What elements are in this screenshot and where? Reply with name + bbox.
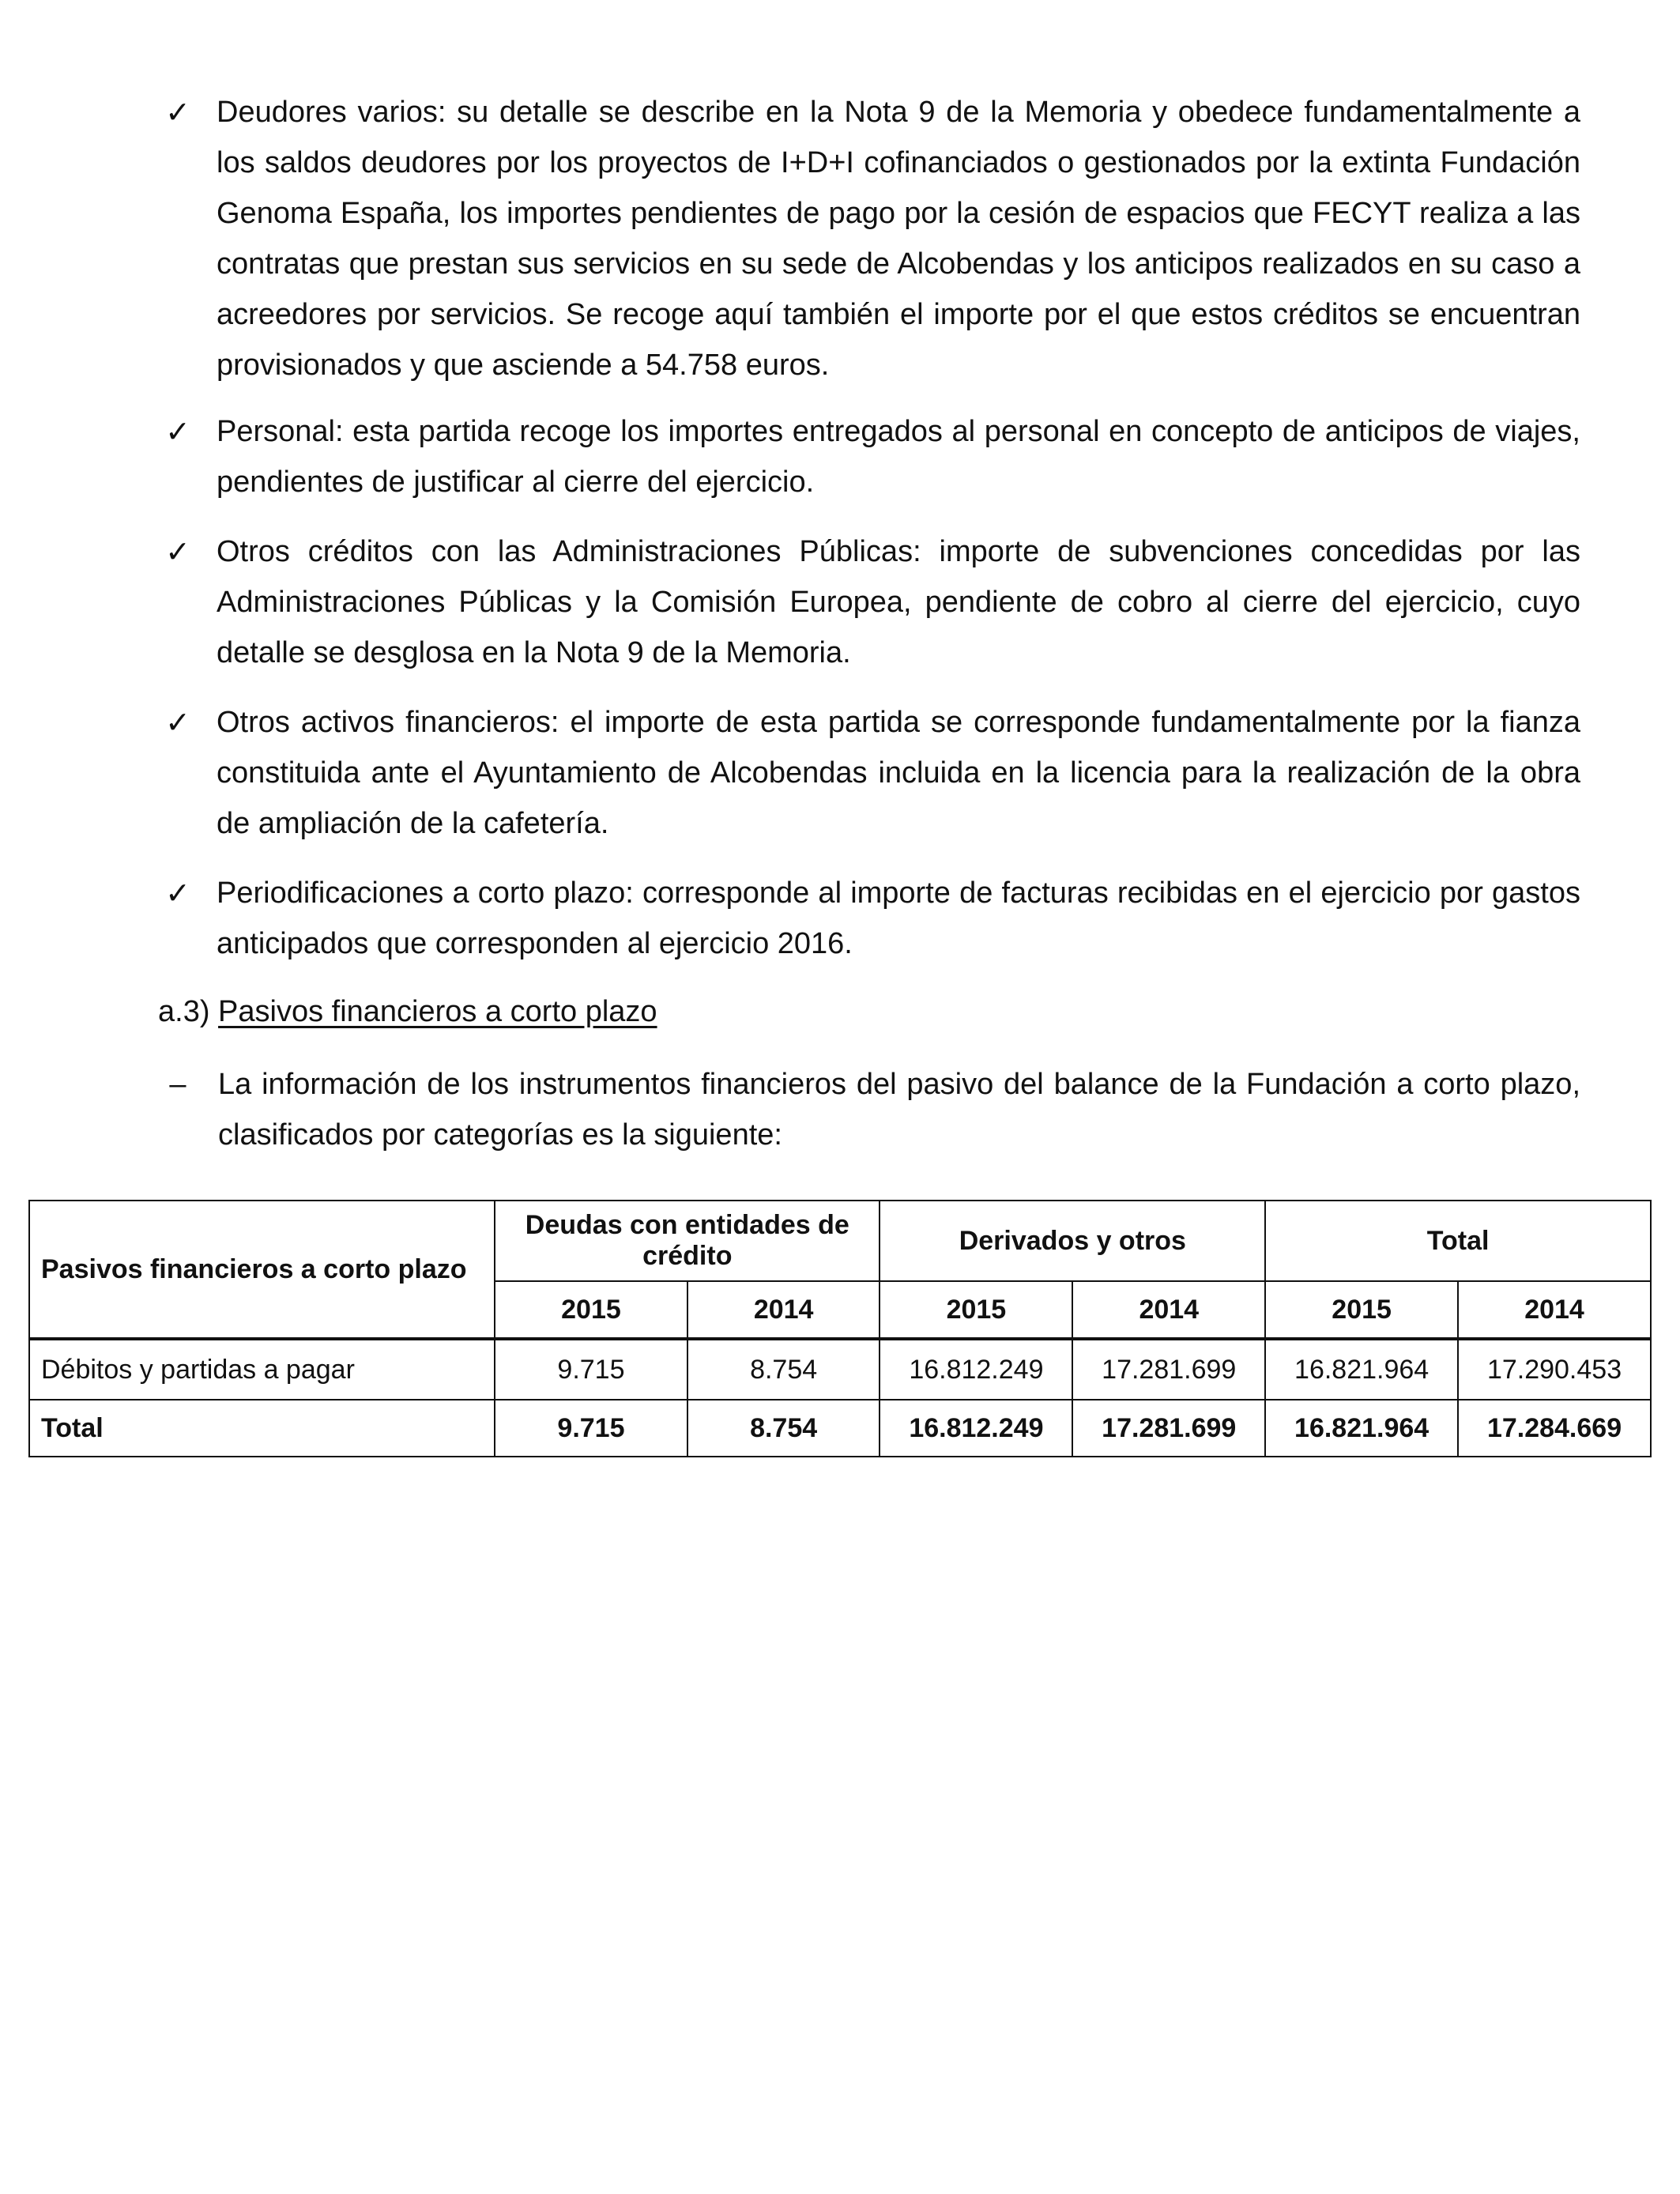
table-cell: 17.290.453 <box>1458 1339 1651 1400</box>
table-cell: 9.715 <box>495 1339 687 1400</box>
year-header: 2015 <box>495 1281 687 1339</box>
checkmark-icon: ✓ <box>165 95 190 130</box>
bullet-deudores-varios <box>158 87 1580 390</box>
table-cell: 17.284.669 <box>1458 1400 1651 1457</box>
table-cell: 17.281.699 <box>1072 1400 1265 1457</box>
table-cell: 17.281.699 <box>1072 1339 1265 1400</box>
table-cell: 8.754 <box>687 1339 880 1400</box>
table-row-header: Pasivos financieros a corto plazo <box>29 1201 495 1339</box>
bullet-personal <box>158 406 1580 507</box>
bullet-text: Otros activos financieros: el importe de esta partida se corresponde fundamentalmente por la fianza constituida ante el Ayuntamiento de Alcobendas incluida en la licencia para la realización de la obra de ampliación de la cafetería. <box>217 706 1580 840</box>
bullet-text: Deudores varios: su detalle se describe en la Nota 9 de la Memoria y obedece fundamentalmente a los saldos deudores por los proyectos de I+D+I cofinanciados o gestionados por la extinta Fundación Genoma España, los importes pendientes de pago por la cesión de espacios que FECYT realiza a las contratas que prestan sus servicios en su sede de Alcobendas y los anticipos realizados en su caso a acreedores por servicios. Se recoge aquí también el importe por el que estos créditos se encuentran provisionados y que asciende a 54.758 euros. <box>217 96 1580 382</box>
table-cell: 16.821.964 <box>1265 1339 1458 1400</box>
year-header: 2014 <box>687 1281 880 1339</box>
table-cell: 9.715 <box>495 1400 687 1457</box>
bullet-periodificaciones <box>158 868 1580 969</box>
year-header: 2015 <box>1265 1281 1458 1339</box>
financial-liabilities-table <box>28 1200 1652 1457</box>
checkmark-icon: ✓ <box>165 414 190 449</box>
table-cell: 16.812.249 <box>880 1339 1072 1400</box>
table-cell: 16.821.964 <box>1265 1400 1458 1457</box>
bullet-text: Personal: esta partida recoge los importes entregados al personal en concepto de anticipos de viajes, pendientes de justificar al cierre del ejercicio. <box>217 415 1580 499</box>
table-header-row <box>29 1201 1651 1281</box>
dash-bullet-icon: – <box>169 1068 186 1101</box>
checkmark-icon: ✓ <box>165 876 190 910</box>
group-header: Deudas con entidades de crédito <box>495 1201 880 1281</box>
group-header: Total <box>1265 1201 1651 1281</box>
checkmark-icon: ✓ <box>165 705 190 740</box>
year-header: 2014 <box>1458 1281 1651 1339</box>
bullet-otros-creditos <box>158 526 1580 678</box>
table-cell: 16.812.249 <box>880 1400 1072 1457</box>
year-header: 2015 <box>880 1281 1072 1339</box>
bullet-text: Otros créditos con las Administraciones Públicas: importe de subvenciones concedidas por las Administraciones Públicas y la Comisión Europea, pendiente de cobro al cierre del ejercicio, cuyo detalle se desglosa en la Nota 9 de la Memoria. <box>217 535 1580 669</box>
table-total-row <box>29 1400 1651 1457</box>
year-header: 2014 <box>1072 1281 1265 1339</box>
bullet-text: Periodificaciones a corto plazo: corresponde al importe de facturas recibidas en el ejercicio por gastos anticipados que corresponden al ejercicio 2016. <box>217 876 1580 960</box>
checkmark-icon: ✓ <box>165 534 190 569</box>
bullet-otros-activos <box>158 697 1580 849</box>
row-label: Débitos y partidas a pagar <box>29 1339 495 1400</box>
row-label: Total <box>29 1400 495 1457</box>
table-cell: 8.754 <box>687 1400 880 1457</box>
intro-text: La información de los instrumentos financieros del pasivo del balance de la Fundación a corto plazo, clasificados por categorías es la siguiente: <box>218 1068 1580 1152</box>
section-title: Pasivos financieros a corto plazo <box>218 995 657 1028</box>
group-header: Derivados y otros <box>880 1201 1265 1281</box>
table-row <box>29 1339 1651 1400</box>
section-heading <box>158 986 657 1037</box>
section-prefix: a.3) <box>158 995 219 1028</box>
